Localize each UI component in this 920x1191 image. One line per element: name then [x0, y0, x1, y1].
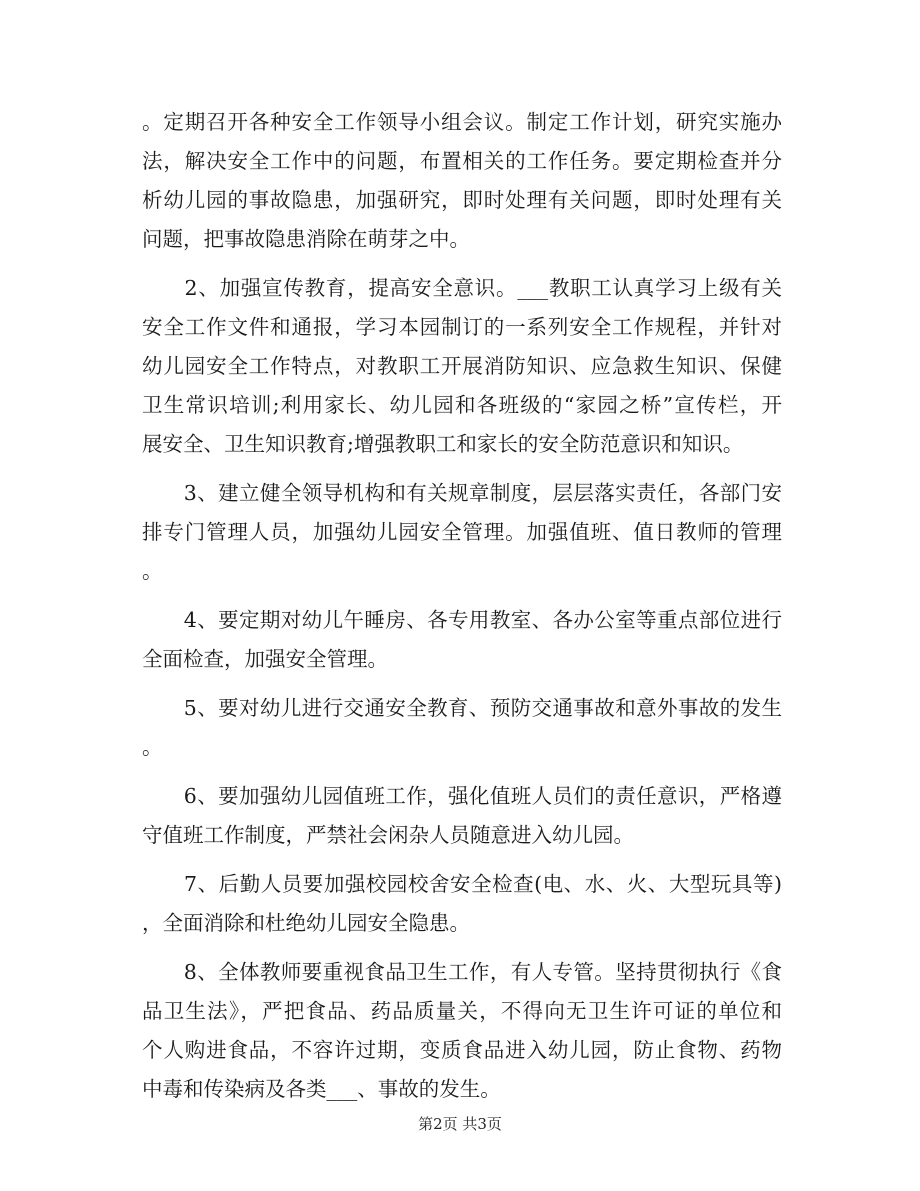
text-line: 。: [142, 735, 163, 759]
text-line: 排专门管理人员，加强幼儿园安全管理。加强值班、值日教师的管理: [142, 520, 782, 544]
text-line: 幼儿园安全工作特点，对教职工开展消防知识、应急救生知识、保健: [142, 354, 782, 378]
text-line: 安全工作文件和通报，学习本园制订的一系列安全工作规程，并针对: [142, 315, 782, 339]
text-line: 全面检查，加强安全管理。: [142, 647, 388, 671]
document-body: [142, 103, 782, 1109]
text-line: 品卫生法》，严把食品、药品质量关，不得向无卫生许可证的单位和: [142, 999, 782, 1023]
text-line: 2、加强宣传教育，提高安全意识。___教职工认真学习上级有关: [142, 276, 782, 300]
paragraph-4: [142, 601, 782, 679]
text-line: 中毒和传染病及各类___、事故的发生。: [142, 1077, 501, 1101]
text-line: 个人购进食品，不容许过期，变质食品进入幼儿园，防止食物、药物: [142, 1038, 782, 1062]
text-line: 7、后勤人员要加强校园校舍安全检查(电、水、火、大型玩具等): [142, 872, 782, 896]
paragraph-1: [142, 103, 782, 259]
paragraph-6: [142, 777, 782, 855]
text-line: 析幼儿园的事故隐患，加强研究，即时处理有关问题，即时处理有关: [142, 188, 782, 212]
text-line: 8、全体教师要重视食品卫生工作，有人专管。坚持贯彻执行《食: [142, 960, 782, 984]
page-number-footer: 第2页 共3页: [418, 1115, 502, 1133]
paragraph-5: [142, 689, 782, 767]
paragraph-7: [142, 865, 782, 943]
text-line: 卫生常识培训;利用家长、幼儿园和各班级的“家园之桥”宣传栏，开: [142, 393, 782, 417]
text-line: 5、要对幼儿进行交通安全教育、预防交通事故和意外事故的发生: [142, 696, 782, 720]
text-line: 守值班工作制度，严禁社会闲杂人员随意进入幼儿园。: [142, 823, 634, 847]
text-line: 展安全、卫生知识教育;增强教职工和家长的安全防范意识和知识。: [142, 432, 744, 456]
text-line: 问题，把事故隐患消除在萌芽之中。: [142, 227, 470, 251]
paragraph-8: [142, 953, 782, 1109]
text-line: 法，解决安全工作中的问题，布置相关的工作任务。要定期检查并分: [142, 149, 782, 173]
paragraph-3: [142, 474, 782, 591]
text-line: 。: [142, 559, 163, 583]
text-line: 6、要加强幼儿园值班工作，强化值班人员们的责任意识，严格遵: [142, 784, 782, 808]
text-line: 。定期召开各种安全工作领导小组会议。制定工作计划，研究实施办: [142, 110, 782, 134]
paragraph-2: [142, 269, 782, 464]
text-line: ，全面消除和杜绝幼儿园安全隐患。: [142, 911, 470, 935]
text-line: 3、建立健全领导机构和有关规章制度，层层落实责任，各部门安: [142, 481, 782, 505]
text-line: 4、要定期对幼儿午睡房、各专用教室、各办公室等重点部位进行: [142, 608, 782, 632]
